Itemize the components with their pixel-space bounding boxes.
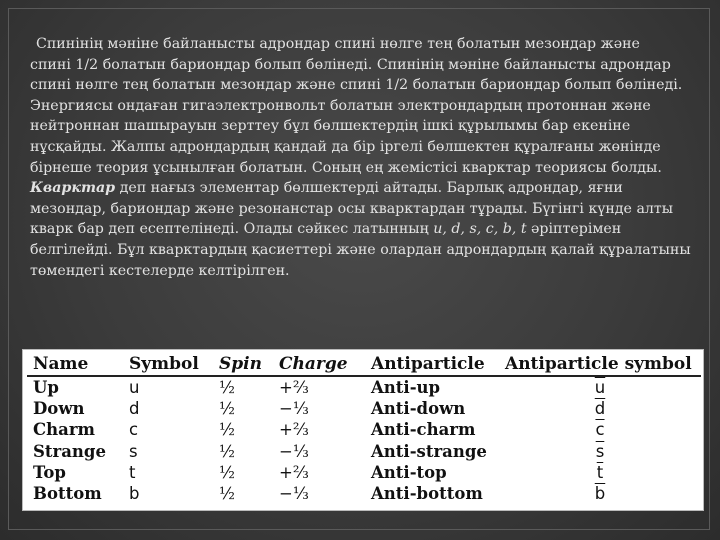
table-row xyxy=(27,483,701,504)
cell-antiparticle-symbol xyxy=(499,462,701,483)
cell-antiparticle-symbol xyxy=(499,483,701,504)
quark-table-image xyxy=(22,349,704,511)
header-charge: Charge xyxy=(273,353,365,376)
quark-table xyxy=(27,353,701,504)
paragraph-spin-repeat: Спинінің мәніне байланысты адрондар спині нөлге тең болатын мезондар және спині 1/2 болатын бариондар болып бөлінеді. xyxy=(30,56,683,94)
cell-name: Strange xyxy=(33,441,106,461)
cell-antiparticle-symbol xyxy=(499,376,701,398)
cell-spin: ½ xyxy=(219,420,235,440)
cell-spin: ½ xyxy=(219,462,235,482)
cell-antiparticle: Anti-up xyxy=(371,378,441,398)
cell-name: Top xyxy=(33,462,66,482)
cell-antiparticle-symbol xyxy=(499,441,701,462)
antisymbol-bar: $\overline{u}$ xyxy=(594,378,606,398)
cell-symbol: s xyxy=(129,441,138,461)
cell-antiparticle: Anti-down xyxy=(371,399,466,419)
cell-antiparticle: Anti-bottom xyxy=(371,484,483,504)
header-antiparticle: Antiparticle xyxy=(365,353,499,376)
cell-spin: ½ xyxy=(219,378,235,398)
header-symbol: Symbol xyxy=(123,353,213,376)
cell-charge: −⅓ xyxy=(279,441,309,461)
cell-charge: −⅓ xyxy=(279,399,309,419)
cell-charge: +⅔ xyxy=(279,462,309,482)
slide-text xyxy=(30,34,700,281)
cell-charge: +⅔ xyxy=(279,420,309,440)
table-row xyxy=(27,398,701,419)
paragraph-scattering: Энергиясы ондаған гигаэлектронвольт болатын электрондардың протоннан және нейтроннан шашырауын зерттеу бұл бөлшектердің ішкі құрылымы бар екеніне нұсқайды. Жалпы адрондардың қандай да бір іргелі бөлшектен құралғаны жөнінде бірнеше теория ұсынылған болатын. Соның ең жемістісі кварктар теориясы болды. xyxy=(30,97,662,176)
cell-spin: ½ xyxy=(219,399,235,419)
table-row xyxy=(27,376,701,398)
cell-spin: ½ xyxy=(219,441,235,461)
cell-symbol: t xyxy=(129,462,136,482)
table-header-row xyxy=(27,353,701,376)
cell-name: Bottom xyxy=(33,484,102,504)
antisymbol-bar: $\overline{s}$ xyxy=(595,441,605,461)
table-row xyxy=(27,419,701,440)
cell-antiparticle-symbol xyxy=(499,419,701,440)
cell-antiparticle: Anti-charm xyxy=(371,420,476,440)
quarks-term: Кварктар xyxy=(30,180,116,197)
cell-name: Down xyxy=(33,399,85,419)
antisymbol-bar: $\overline{t}$ xyxy=(596,462,604,482)
paragraph-spin-line1: Спинінің мәніне байланысты адрондар спині нөлге тең болатын мезондар және xyxy=(36,36,640,52)
cell-symbol: d xyxy=(129,399,140,419)
quark-letters: u, d, s, c, b, t xyxy=(433,221,527,238)
cell-symbol: c xyxy=(129,420,139,440)
quarks-definition: деп нағыз элементар бөлшектерді айтады. Барлық адрондар, яғни мезондар, бариондар және резонанстар осы кварктардан тұрады. Бүгінгі күнде алты кварк бар деп есептелінеді. Олады сәйкес латынның xyxy=(30,180,674,238)
cell-spin: ½ xyxy=(219,484,235,504)
paragraph-spin xyxy=(30,34,700,96)
cell-symbol: u xyxy=(129,378,140,398)
cell-name: Up xyxy=(33,378,59,398)
quarks-conclusion: әріптерімен белгілейді. Бұл кварктардың қасиеттері және олардан адрондардың қалай құралатыны төмендегі кестелерде келтірілген. xyxy=(30,221,691,279)
cell-antiparticle: Anti-strange xyxy=(371,441,487,461)
cell-charge: +⅔ xyxy=(279,378,309,398)
cell-antiparticle-symbol xyxy=(499,398,701,419)
paragraph-spin-line2: спині 1/2 болатын бариондар болып бөлінеді. xyxy=(30,56,373,73)
header-spin: Spin xyxy=(213,353,273,376)
cell-symbol: b xyxy=(129,484,140,504)
header-name: Name xyxy=(27,353,123,376)
header-antiparticle-symbol: Antiparticle symbol xyxy=(499,353,701,376)
cell-antiparticle: Anti-top xyxy=(371,462,447,482)
antisymbol-bar: $\overline{c}$ xyxy=(595,420,605,440)
table-row xyxy=(27,441,701,462)
paragraph-quarks xyxy=(30,178,700,281)
cell-charge: −⅓ xyxy=(279,484,309,504)
cell-name: Charm xyxy=(33,420,95,440)
antisymbol-bar: $\overline{d}$ xyxy=(594,399,606,419)
table-row xyxy=(27,462,701,483)
antisymbol-bar: $\overline{b}$ xyxy=(594,484,606,504)
